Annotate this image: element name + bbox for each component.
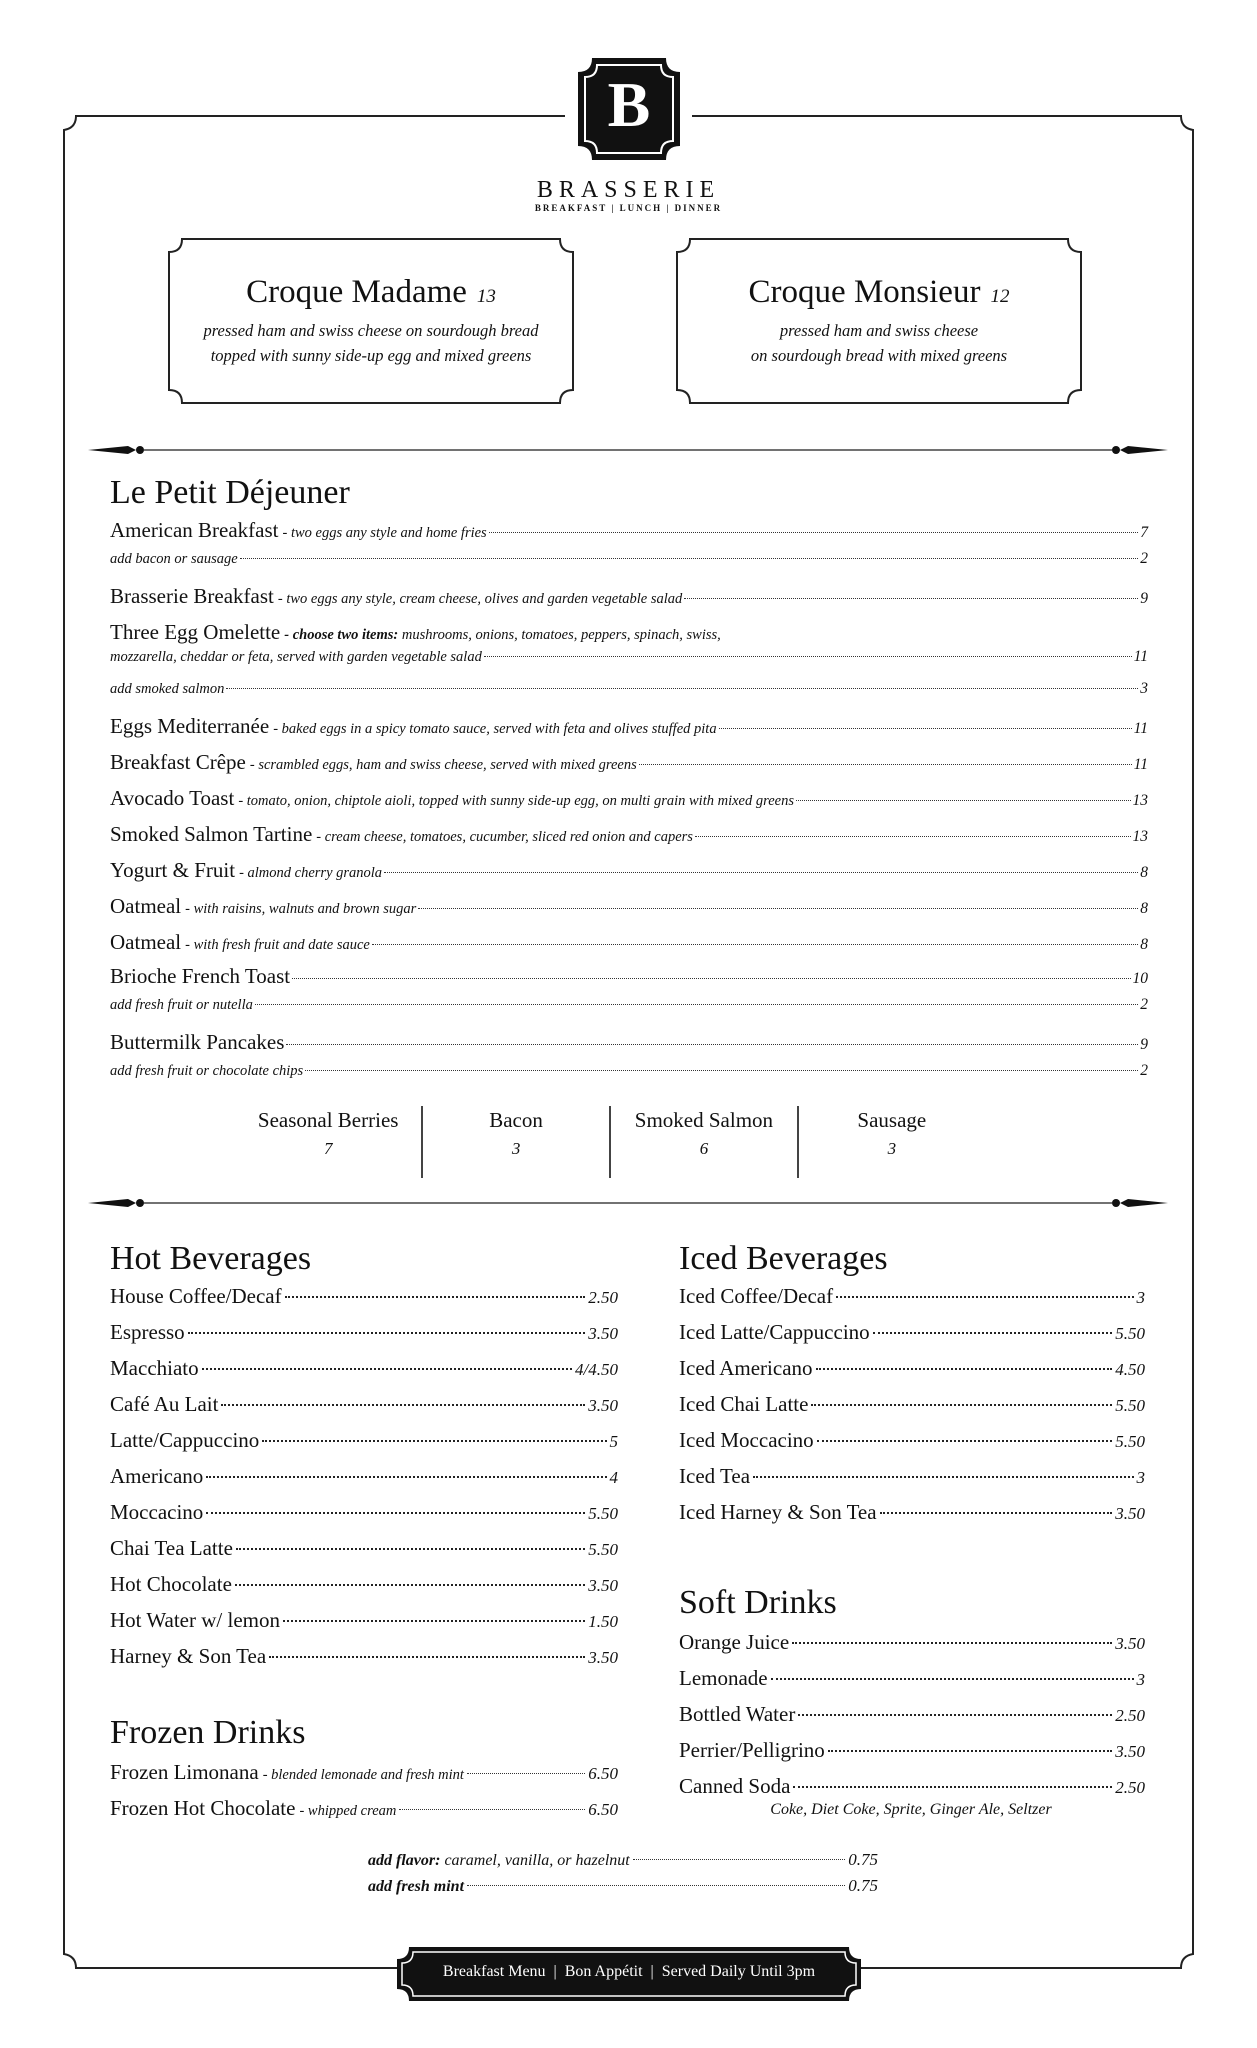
side-item: [799, 1108, 985, 1188]
item-name: Oatmeal: [110, 930, 182, 954]
menu-addon: [110, 1062, 1148, 1092]
menu-item-oatmeal-raisins: [110, 894, 1148, 924]
section-title-hot-beverages: Hot Beverages: [110, 1240, 312, 1277]
addon-label-bold: add fresh mint: [368, 1878, 465, 1895]
item-name: Lemonade: [679, 1666, 768, 1690]
footer-banner: [397, 1947, 861, 2001]
item-price: 3.50: [588, 1648, 618, 1667]
addon-price: 0.75: [848, 1850, 878, 1869]
menu-item-breakfast-crepe: [110, 750, 1148, 780]
item-price: 3: [1136, 1288, 1145, 1307]
menu-item-brasserie-breakfast: [110, 584, 1148, 614]
feature-croque-monsieur: [676, 238, 1082, 404]
item-price: 13: [1132, 792, 1148, 809]
item-name: Iced Harney & Son Tea: [679, 1500, 877, 1524]
item-desc: - whipped cream: [299, 1803, 397, 1819]
item-name: Hot Water w/ lemon: [110, 1608, 280, 1632]
beverage-item: [110, 1284, 618, 1314]
beverage-item: [110, 1796, 618, 1826]
menu-addon: [110, 550, 1148, 580]
addon-price: 2: [1140, 550, 1148, 567]
beverage-item: [679, 1356, 1145, 1386]
beverage-item: [679, 1428, 1145, 1458]
item-price: 3: [1136, 1670, 1145, 1689]
item-price: 3.50: [1115, 1504, 1145, 1523]
item-name: Eggs Mediterranée: [110, 714, 270, 738]
item-desc: - cream cheese, tomatoes, cucumber, sliced red onion and capers: [316, 829, 693, 845]
item-name: Iced Moccacino: [679, 1428, 814, 1452]
item-price: 11: [1133, 756, 1148, 773]
item-name: Smoked Salmon Tartine: [110, 822, 313, 846]
beverage-item: [679, 1464, 1145, 1494]
ornament-divider: [88, 1193, 1168, 1213]
item-name: Macchiato: [110, 1356, 199, 1380]
item-name: Perrier/Pelligrino: [679, 1738, 825, 1762]
beverage-item: [110, 1356, 618, 1386]
item-name: Iced Tea: [679, 1464, 751, 1488]
footer-text: Breakfast Menu | Bon Appétit | Served Daily Until 3pm: [442, 1963, 816, 1980]
section-title-frozen-drinks: Frozen Drinks: [110, 1714, 306, 1751]
item-name: Moccacino: [110, 1500, 204, 1524]
addon-label: caramel, vanilla, or hazelnut: [440, 1852, 630, 1869]
item-name: Iced Latte/Cappuccino: [679, 1320, 870, 1344]
item-desc: - tomato, onion, chiptole aioli, topped with sunny side-up egg, on multi grain with mixed greens: [238, 793, 794, 809]
item-desc: - scrambled eggs, ham and swiss cheese, served with mixed greens: [249, 757, 637, 773]
item-desc: - blended lemonade and fresh mint: [262, 1767, 464, 1783]
item-name: House Coffee/Decaf: [110, 1284, 282, 1308]
section-title-soft-drinks: Soft Drinks: [679, 1584, 837, 1621]
beverage-item: [110, 1572, 618, 1602]
item-name: Harney & Son Tea: [110, 1644, 267, 1668]
item-price: 3.50: [1115, 1634, 1145, 1653]
beverage-item: [679, 1320, 1145, 1350]
side-item: [611, 1108, 797, 1188]
beverage-item: [110, 1464, 618, 1494]
item-name: Iced Chai Latte: [679, 1392, 809, 1416]
item-price: 4/4.50: [575, 1360, 618, 1379]
item-price: 6.50: [588, 1764, 618, 1783]
item-price: 3.50: [588, 1324, 618, 1343]
feature-croque-madame: [168, 238, 574, 404]
addon-label-bold: add flavor:: [368, 1852, 441, 1869]
menu-item-american-breakfast: [110, 518, 1148, 548]
beverage-item: [110, 1320, 618, 1350]
item-price: 4.50: [1115, 1360, 1145, 1379]
item-desc: mushrooms, onions, tomatoes, peppers, spinach, swiss,: [398, 627, 721, 643]
feature-desc-line: topped with sunny side-up egg and mixed greens: [210, 346, 532, 365]
item-name: Americano: [110, 1464, 204, 1488]
item-name: Buttermilk Pancakes: [110, 1030, 285, 1054]
addon-label: add smoked salmon: [110, 681, 225, 697]
item-price: 11: [1133, 720, 1148, 737]
addon-price: 2: [1140, 1062, 1148, 1079]
item-desc: - two eggs any style, cream cheese, olives and garden vegetable salad: [277, 591, 683, 607]
item-name: Yogurt & Fruit: [110, 858, 236, 882]
item-name: Latte/Cappuccino: [110, 1428, 260, 1452]
feature-desc-line: on sourdough bread with mixed greens: [750, 346, 1008, 365]
item-price: 5.50: [588, 1504, 618, 1523]
soda-note: Coke, Diet Coke, Sprite, Ginger Ale, Seltzer: [770, 1801, 1052, 1818]
item-price: 5.50: [1115, 1432, 1145, 1451]
item-name: Iced Coffee/Decaf: [679, 1284, 834, 1308]
item-price: 8: [1140, 864, 1148, 881]
side-name: Smoked Salmon: [634, 1108, 774, 1132]
item-price: 13: [1132, 828, 1148, 845]
menu-item-oatmeal-fruit: [110, 930, 1148, 960]
item-price: 6.50: [588, 1800, 618, 1819]
item-desc: - two eggs any style and home fries: [282, 525, 487, 541]
beverage-item: [110, 1392, 618, 1422]
side-price: 3: [887, 1139, 897, 1158]
item-name: Three Egg Omelette: [110, 620, 281, 644]
item-name: Brasserie Breakfast: [110, 584, 274, 608]
side-price: 6: [699, 1139, 709, 1158]
addon-label: add fresh fruit or nutella: [110, 997, 253, 1013]
addon-label: add bacon or sausage: [110, 551, 238, 567]
beverage-item: [110, 1428, 618, 1458]
addon-price: 0.75: [848, 1876, 878, 1895]
item-name: Avocado Toast: [110, 786, 235, 810]
item-price: 3.50: [1115, 1742, 1145, 1761]
menu-item-avocado-toast: [110, 786, 1148, 816]
item-price: 10: [1132, 970, 1148, 987]
item-price: 8: [1140, 900, 1148, 917]
item-name: American Breakfast: [110, 518, 279, 542]
item-price: 2.50: [1115, 1706, 1145, 1725]
item-price: 8: [1140, 936, 1148, 953]
sides-list: [235, 1108, 985, 1188]
item-price: 2.50: [1115, 1778, 1145, 1797]
beverage-item: [679, 1774, 1145, 1804]
feature-desc-line: pressed ham and swiss cheese on sourdough bread: [203, 321, 539, 340]
ornament-divider: [88, 440, 1168, 460]
side-item: [423, 1108, 609, 1188]
item-name: Canned Soda: [679, 1774, 791, 1798]
beverage-item: [110, 1760, 618, 1790]
beverage-item: [679, 1500, 1145, 1530]
menu-item-eggs-mediterranee: [110, 714, 1148, 744]
menu-item-three-egg-omelette: [110, 620, 1148, 650]
item-name: Hot Chocolate: [110, 1572, 232, 1596]
addon-price: 3: [1140, 680, 1148, 697]
feature-title: Croque Madame: [246, 274, 467, 310]
item-price: 1.50: [588, 1612, 618, 1631]
feature-price: 13: [476, 286, 496, 307]
side-name: Bacon: [489, 1108, 543, 1132]
item-price: 7: [1140, 524, 1148, 541]
item-name: Café Au Lait: [110, 1392, 219, 1416]
item-price: 9: [1140, 1036, 1148, 1053]
item-name: Frozen Hot Chocolate: [110, 1796, 296, 1820]
item-price: 5.50: [1115, 1324, 1145, 1343]
section-title-breakfast: Le Petit Déjeuner: [110, 474, 350, 511]
section-title-iced-beverages: Iced Beverages: [679, 1240, 888, 1277]
item-price: 3.50: [588, 1396, 618, 1415]
beverage-item: [679, 1284, 1145, 1314]
addon-item: [368, 1876, 878, 1906]
item-price: 3: [1136, 1468, 1145, 1487]
item-price: 3.50: [588, 1576, 618, 1595]
item-name: Chai Tea Latte: [110, 1536, 233, 1560]
menu-item-smoked-salmon-tartine: [110, 822, 1148, 852]
beverage-item: [110, 1500, 618, 1530]
item-name: Iced Americano: [679, 1356, 813, 1380]
item-name: Oatmeal: [110, 894, 182, 918]
item-name: Espresso: [110, 1320, 185, 1344]
item-name: Brioche French Toast: [110, 964, 291, 988]
addon-label: add fresh fruit or chocolate chips: [110, 1063, 304, 1079]
side-price: 7: [323, 1139, 333, 1158]
item-name: Orange Juice: [679, 1630, 790, 1654]
feature-desc-line: pressed ham and swiss cheese: [779, 321, 979, 340]
beverage-item: [110, 1608, 618, 1638]
brand-subtitle: BREAKFAST | LUNCH | DINNER: [534, 203, 723, 213]
beverage-item: [679, 1392, 1145, 1422]
menu-item-yogurt-fruit: [110, 858, 1148, 888]
item-desc: - baked eggs in a spicy tomato sauce, served with feta and olives stuffed pita: [273, 721, 717, 737]
menu-item-brioche-french-toast: [110, 964, 1148, 994]
side-name: Sausage: [857, 1108, 927, 1132]
menu-addon: [110, 680, 1148, 710]
item-price: 9: [1140, 590, 1148, 607]
item-price: 5: [609, 1432, 618, 1451]
item-desc: - with raisins, walnuts and brown sugar: [185, 901, 417, 917]
beverage-item: [110, 1644, 618, 1674]
item-name: Bottled Water: [679, 1702, 796, 1726]
feature-title: Croque Monsieur: [748, 274, 981, 310]
beverage-item: [679, 1666, 1145, 1696]
brand-name: BRASSERIE: [536, 177, 721, 203]
menu-addon: [110, 648, 1148, 678]
addon-price: 11: [1133, 648, 1148, 665]
item-name: Breakfast Crêpe: [110, 750, 246, 774]
side-item: [235, 1108, 421, 1188]
menu-item-buttermilk-pancakes: [110, 1030, 1148, 1060]
beverage-item: [110, 1536, 618, 1566]
beverage-item: [679, 1738, 1145, 1768]
item-desc-bold: - choose two items:: [284, 627, 399, 643]
item-price: 4: [609, 1468, 618, 1487]
item-desc: - almond cherry granola: [239, 865, 383, 881]
item-price: 5.50: [588, 1540, 618, 1559]
menu-addon: [110, 996, 1148, 1026]
item-price: 2.50: [588, 1288, 618, 1307]
beverage-item: [679, 1702, 1145, 1732]
side-price: 3: [511, 1139, 521, 1158]
addon-label: mozzarella, cheddar or feta, served with garden vegetable salad: [110, 649, 482, 665]
logo-letter: B: [607, 69, 651, 140]
brand-logo: [578, 58, 680, 160]
side-name: Seasonal Berries: [257, 1108, 399, 1132]
item-price: 5.50: [1115, 1396, 1145, 1415]
item-desc: - with fresh fruit and date sauce: [185, 937, 370, 953]
item-name: Frozen Limonana: [110, 1760, 259, 1784]
feature-price: 12: [990, 286, 1010, 307]
beverage-item: [679, 1630, 1145, 1660]
addon-price: 2: [1140, 996, 1148, 1013]
